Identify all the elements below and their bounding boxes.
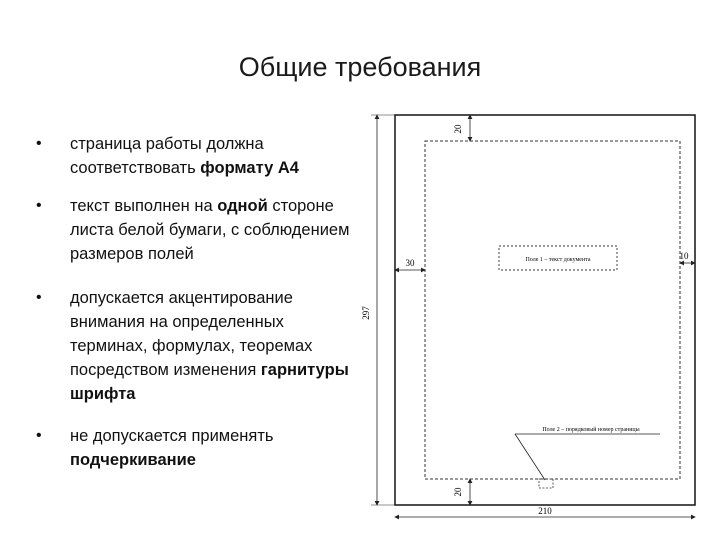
bullet-text [70,424,360,472]
bullet-text [70,132,360,180]
bullet-marker: • [36,135,42,152]
bullet-text-run-bold: подчеркивание [70,451,196,469]
left-margin-label: 30 [405,258,415,268]
bullet-text-run-bold: одной [217,197,268,215]
field1-label: Поле 1 – текст документа [525,257,591,263]
width-dimension-label: 210 [538,506,552,516]
bullet-text-run: стороне листа белой бумаги, с соблюдением размеров полей [70,197,350,263]
bullet-marker: • [36,427,42,444]
bullet-text-run-bold: гарнитуры шрифта [70,361,349,403]
bullet-text [70,194,360,266]
page-outline [395,115,695,505]
bottom-margin-label: 20 [453,487,463,497]
bullet-text-run: текст выполнен на [70,197,218,215]
bullet-text-run: допускается акцентирование внимания на определенных терминах, формулах, теоремах посредством изменения [70,289,313,379]
field2-label: Поле 2 – порядковый номер страницы [542,427,640,433]
top-margin-label: 20 [453,124,463,134]
bullet-text-run: не допускается применять [70,427,274,445]
bullet-marker: • [36,289,42,306]
slide-title: Общие требования [238,52,482,82]
height-dimension-label: 297 [361,306,371,320]
right-margin-label: 10 [679,251,689,261]
bullet-text [70,286,360,406]
bullet-text-run: страница работы должна соответствовать [70,135,264,177]
bullet-marker: • [36,197,42,214]
field2-leader-line [515,434,545,480]
bullet-text-run-bold: формату А4 [200,159,299,177]
page-number-box [539,479,553,488]
a4-page-layout-diagram [355,105,715,525]
